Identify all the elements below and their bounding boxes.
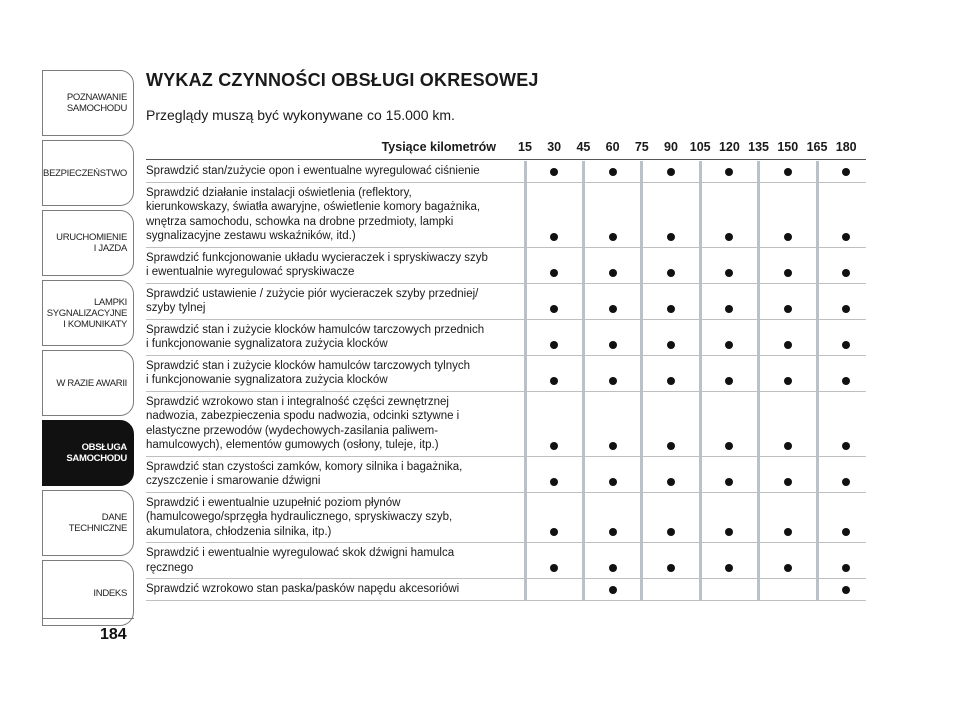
service-mark-60	[609, 233, 617, 241]
service-mark-30	[550, 168, 558, 176]
table-body	[146, 161, 866, 601]
service-mark-150	[784, 478, 792, 486]
service-mark-60	[609, 377, 617, 385]
sidebar-tab-4[interactable]	[42, 350, 134, 416]
service-mark-30	[550, 442, 558, 450]
service-mark-150	[784, 442, 792, 450]
sidebar-tab-label: W RAZIE AWARII	[56, 377, 127, 389]
service-mark-30	[550, 528, 558, 536]
service-mark-60	[609, 341, 617, 349]
service-mark-120	[725, 478, 733, 486]
service-mark-60	[609, 564, 617, 572]
table-row	[146, 356, 866, 392]
task-description: Sprawdzić stan i zużycie klocków hamulców tarczowych tylnych i funkcjonowanie sygnalizatora zużycia klocków	[146, 359, 471, 386]
table-row	[146, 457, 866, 493]
table-row	[146, 320, 866, 356]
page-subtitle: Przeglądy muszą być wykonywane co 15.000 km.	[146, 107, 455, 123]
km-column-120: 120	[718, 140, 740, 154]
service-mark-90	[667, 305, 675, 313]
service-mark-180	[842, 377, 850, 385]
service-mark-90	[667, 442, 675, 450]
sidebar-tab-label: INDEKS	[93, 587, 127, 599]
service-mark-180	[842, 168, 850, 176]
service-mark-60	[609, 168, 617, 176]
service-mark-60	[609, 269, 617, 277]
service-mark-150	[784, 233, 792, 241]
table-row	[146, 183, 866, 248]
page-title: WYKAZ CZYNNOŚCI OBSŁUGI OKRESOWEJ	[146, 70, 539, 90]
task-description: Sprawdzić i ewentualnie uzupełnić poziom płynów (hamulcowego/sprzęgła hydraulicznego, spryskiwaczy szyb, akumulatora, chłodzenia silnika, itp.)	[146, 496, 453, 538]
service-mark-120	[725, 564, 733, 572]
service-mark-120	[725, 442, 733, 450]
maintenance-table	[146, 139, 866, 601]
service-mark-30	[550, 341, 558, 349]
sidebar-tab-label: DANE TECHNICZNE	[68, 512, 127, 534]
service-mark-60	[609, 478, 617, 486]
service-mark-150	[784, 377, 792, 385]
table-row	[146, 493, 866, 544]
service-mark-30	[550, 269, 558, 277]
service-mark-150	[784, 564, 792, 572]
service-mark-30	[550, 305, 558, 313]
service-mark-180	[842, 586, 850, 594]
service-mark-30	[550, 233, 558, 241]
sidebar-tab-label: LAMPKI SYGNALIZACYJNE I KOMUNIKATY	[46, 296, 127, 330]
task-description: Sprawdzić działanie instalacji oświetlenia (reflektory, kierunkowskazy, światła awaryjne, oświetlenie komory bagażnika, wnętrza samochodu, schowka na drobne przedmioty, lampki sygnalizacyjne zestawu wskaźników, itd.)	[146, 186, 481, 242]
service-mark-90	[667, 377, 675, 385]
service-mark-90	[667, 168, 675, 176]
table-row	[146, 161, 866, 183]
table-row	[146, 543, 866, 579]
km-column-150: 150	[777, 140, 799, 154]
sidebar-tab-3[interactable]	[42, 280, 134, 346]
service-mark-150	[784, 168, 792, 176]
header-rule	[146, 159, 866, 160]
service-mark-60	[609, 586, 617, 594]
page-number: 184	[100, 626, 127, 643]
sidebar-tab-label: BEZPIECZEŃSTWO	[43, 167, 127, 179]
sidebar-tab-1[interactable]	[42, 140, 134, 206]
sidebar-tab-5[interactable]	[42, 420, 134, 486]
table-row	[146, 392, 866, 457]
table-row	[146, 248, 866, 284]
table-row	[146, 579, 866, 601]
km-column-90: 90	[664, 140, 678, 154]
service-mark-90	[667, 341, 675, 349]
service-mark-180	[842, 341, 850, 349]
sidebar-tab-label: URUCHOMIENIE I JAZDA	[56, 232, 127, 254]
task-description: Sprawdzić funkcjonowanie układu wycieraczek i spryskiwaczy szyb i ewentualnie wyregulować spryskiwacze	[146, 251, 488, 278]
task-description: Sprawdzić i ewentualnie wyregulować skok dźwigni hamulca ręcznego	[146, 547, 455, 574]
sidebar-tab-label: POZNAWANIE SAMOCHODU	[66, 92, 127, 114]
sidebar-tab-label: OBSŁUGA SAMOCHODU	[66, 442, 127, 464]
task-description: Sprawdzić ustawienie / zużycie piór wycieraczek szyby przedniej/ szyby tylnej	[146, 287, 479, 314]
sidebar-bottom-rule	[42, 618, 134, 619]
km-column-165: 165	[806, 140, 828, 154]
service-mark-120	[725, 168, 733, 176]
km-column-75: 75	[634, 140, 649, 154]
sidebar-tab-6[interactable]	[42, 490, 134, 556]
task-description: Sprawdzić wzrokowo stan i integralność części zewnętrznej nadwozia, zabezpieczenia spodu nadwozia, odcinki sztywne i elastyczne przewodów (wydechowych-zasilania paliwem- hamulcowych), elementów gumowych (osłony, tuleje, itp.)	[146, 395, 460, 451]
service-mark-180	[842, 305, 850, 313]
service-mark-180	[842, 269, 850, 277]
service-mark-60	[609, 442, 617, 450]
km-header-label: Tysiące kilometrów	[381, 140, 496, 154]
km-column-105: 105	[689, 140, 711, 154]
service-mark-180	[842, 564, 850, 572]
service-mark-150	[784, 341, 792, 349]
service-mark-120	[725, 233, 733, 241]
service-mark-90	[667, 528, 675, 536]
service-mark-90	[667, 269, 675, 277]
service-mark-120	[725, 305, 733, 313]
table-header	[146, 139, 866, 161]
service-mark-150	[784, 305, 792, 313]
sidebar-tabs	[42, 70, 134, 630]
km-column-60: 60	[605, 140, 620, 154]
service-mark-150	[784, 269, 792, 277]
service-mark-30	[550, 564, 558, 572]
service-mark-30	[550, 377, 558, 385]
sidebar-tab-0[interactable]	[42, 70, 134, 136]
km-column-30: 30	[547, 140, 562, 154]
task-description: Sprawdzić wzrokowo stan paska/pasków napędu akcesoriówi	[146, 583, 460, 595]
service-mark-60	[609, 305, 617, 313]
service-mark-180	[842, 478, 850, 486]
service-mark-60	[609, 528, 617, 536]
service-mark-30	[550, 478, 558, 486]
sidebar-tab-2[interactable]	[42, 210, 134, 276]
service-mark-120	[725, 377, 733, 385]
task-description: Sprawdzić stan czystości zamków, komory silnika i bagażnika, czyszczenie i smarowanie dźwigni	[146, 460, 463, 487]
km-column-45: 45	[576, 140, 591, 154]
km-column-180: 180	[835, 140, 857, 154]
km-column-135: 135	[748, 140, 770, 154]
sidebar-tab-7[interactable]	[42, 560, 134, 626]
km-column-15: 15	[518, 140, 532, 154]
service-mark-90	[667, 564, 675, 572]
table-row	[146, 284, 866, 320]
service-mark-180	[842, 442, 850, 450]
service-mark-180	[842, 528, 850, 536]
service-mark-150	[784, 528, 792, 536]
task-description: Sprawdzić stan/zużycie opon i ewentualne wyregulować ciśnienie	[146, 165, 480, 177]
service-mark-120	[725, 269, 733, 277]
service-mark-90	[667, 233, 675, 241]
service-mark-120	[725, 341, 733, 349]
task-description: Sprawdzić stan i zużycie klocków hamulców tarczowych przednich i funkcjonowanie sygnalizatora zużycia klocków	[146, 323, 485, 350]
service-mark-120	[725, 528, 733, 536]
service-mark-180	[842, 233, 850, 241]
service-mark-90	[667, 478, 675, 486]
